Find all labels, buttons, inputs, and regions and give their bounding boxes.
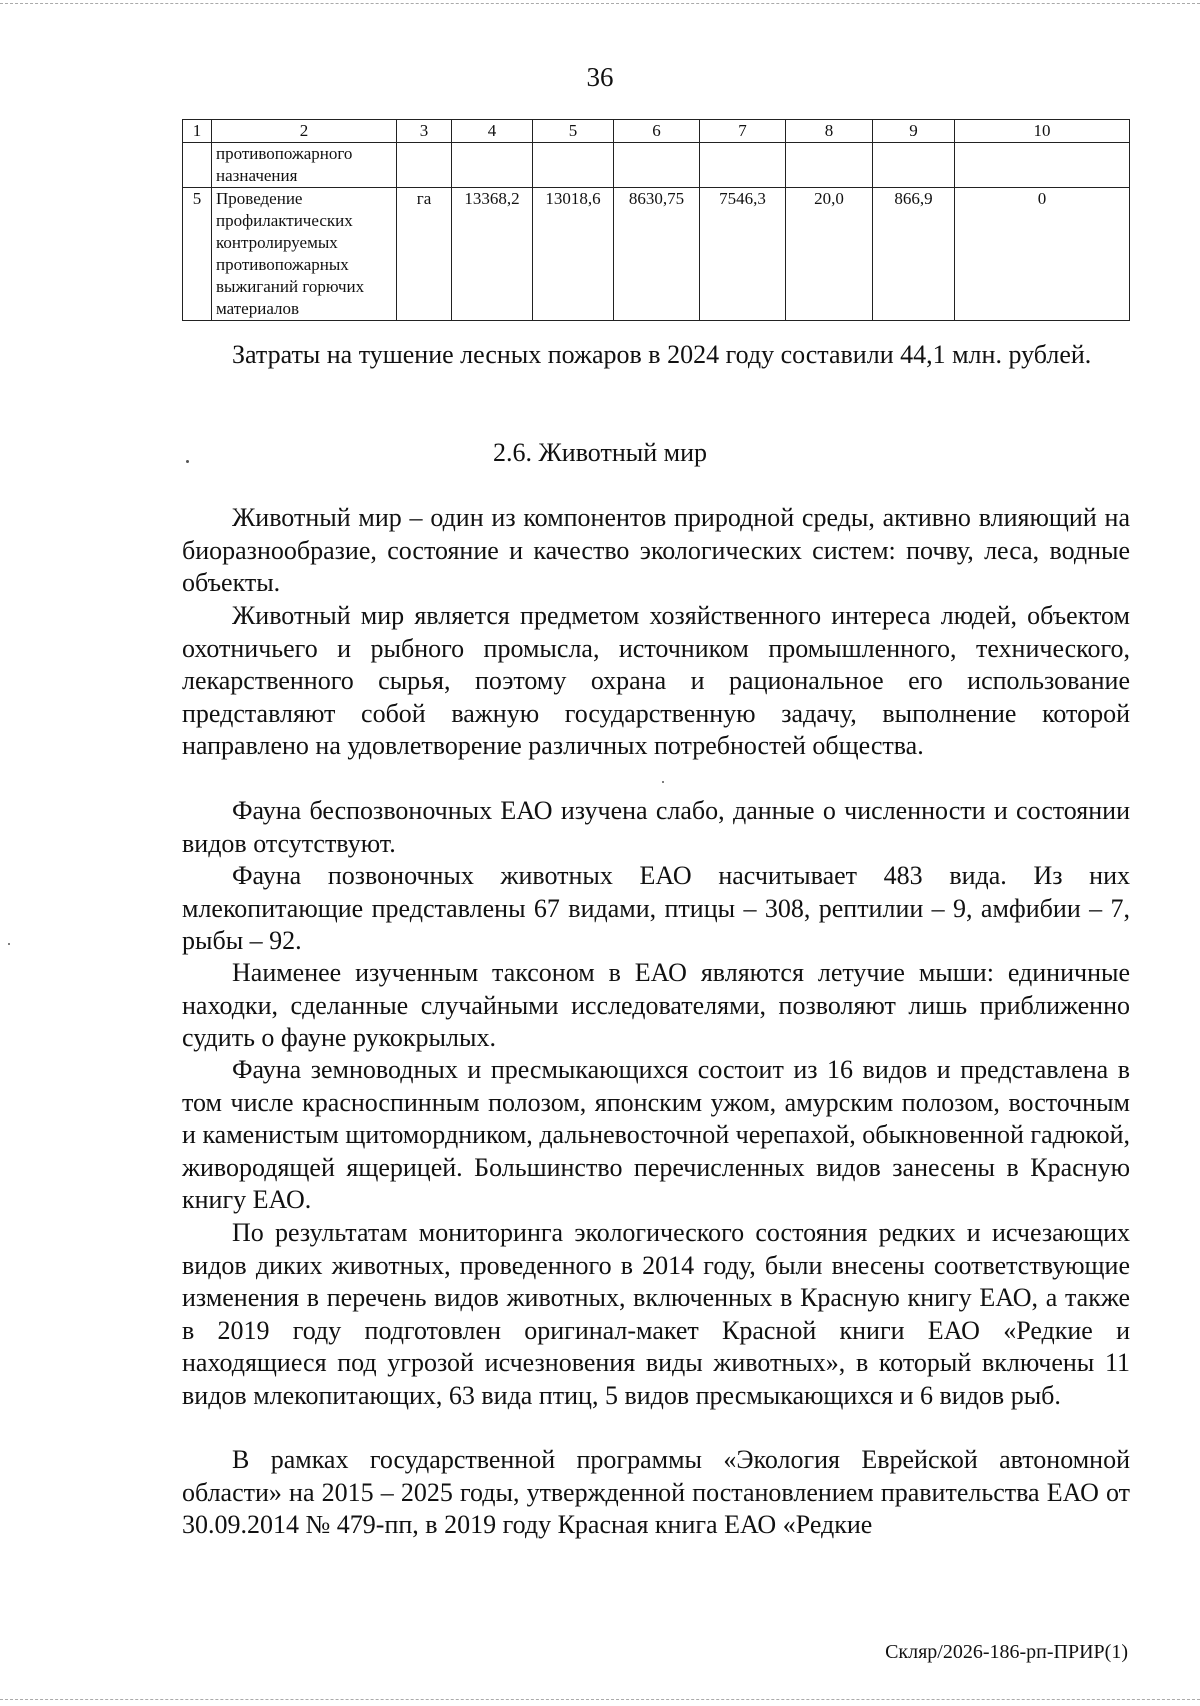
table-cell [183,143,212,188]
table-row [183,143,1130,188]
table-cell: 0 [955,188,1130,321]
table-header-cell: 7 [700,120,786,143]
table-header-cell: 5 [533,120,614,143]
document-code: Скляр/2026-186-рп-ПРИР(1) [885,1641,1128,1663]
paragraph: Фауна беспозвоночных ЕАО изучена слабо, данные о численности и состоянии видов отсутствуют. [182,796,1130,858]
section-heading: 2.6. Животный мир [493,438,707,467]
table-cell [873,143,955,188]
table-cell [955,143,1130,188]
scan-speck [186,460,189,463]
table-header-cell: 3 [397,120,452,143]
table-cell: 866,9 [873,188,955,321]
table-row [183,188,1130,321]
scan-speck [662,781,664,783]
paragraph: По результатам мониторинга экологического состояния редких и исчезающих видов диких животных, проведенного в 2014 году, были внесены соответствующие изменения в перечень видов животных, включенных в Красную книгу ЕАО, а также в 2019 году подготовлен оригинал-макет Красной книги ЕАО «Редкие и находящиеся под угрозой исчезновения виды животных», в который включены 11 видов млекопитающих, 63 вида птиц, 5 видов пресмыкающихся и 6 видов рыб. [182,1218,1130,1410]
table-cell [452,143,533,188]
table-header-cell: 1 [183,120,212,143]
table-cell: га [397,188,452,321]
table-header-row [183,120,1130,143]
table-cell: 13018,6 [533,188,614,321]
table-cell: 8630,75 [614,188,700,321]
table-header-cell: 4 [452,120,533,143]
table-cell [700,143,786,188]
scan-edge-bottom [0,1699,1200,1700]
paragraph: Животный мир – один из компонентов природной среды, активно влияющий на биоразнообразие, состояние и качество экологических систем: почву, леса, водные объекты. [182,503,1130,597]
table-cell: противопожарного назначения [212,143,397,188]
table-cell: 13368,2 [452,188,533,321]
table-cell [786,143,873,188]
table-cell [397,143,452,188]
scan-edge-top [0,3,1200,4]
paragraph: Животный мир является предметом хозяйственного интереса людей, объектом охотничьего и рыбного промысла, источником промышленного, технического, лекарственного сырья, поэтому охрана и рациональное его использование представляют собой важную государственную задачу, выполнение которой направлено на удовлетворение различных потребностей общества. [182,601,1130,760]
table-header-cell: 9 [873,120,955,143]
table-header-cell: 2 [212,120,397,143]
data-table [182,119,1130,321]
table-cell: 20,0 [786,188,873,321]
paragraph-fire-costs: Затраты на тушение лесных пожаров в 2024 году составили 44,1 млн. рублей. [232,340,1092,369]
paragraph: Фауна земноводных и пресмыкающихся состоит из 16 видов и представлена в том числе красноспинным полозом, японским ужом, амурским полозом, восточным и каменистым щитомордником, дальневосточной черепахой, обыкновенной гадюкой, живородящей ящерицей. Большинство перечисленных видов занесены в Красную книгу ЕАО. [182,1055,1130,1214]
paragraph: Фауна позвоночных животных ЕАО насчитывает 483 вида. Из них млекопитающие представлены 67 видами, птицы – 308, рептилии – 9, амфибии – 7, рыбы – 92. [182,861,1130,955]
paragraph: В рамках государственной программы «Экология Еврейской автономной области» на 2015 – 2025 годы, утвержденной постановлением правительства ЕАО от 30.09.2014 № 479-пп, в 2019 году Красная книга ЕАО «Редкие [182,1445,1130,1539]
page-number: 36 [586,62,614,92]
table-cell: 5 [183,188,212,321]
table-header-cell: 10 [955,120,1130,143]
scan-speck [8,943,10,945]
table-cell [614,143,700,188]
table-cell [533,143,614,188]
table-cell: 7546,3 [700,188,786,321]
table-header-cell: 8 [786,120,873,143]
paragraph: Наименее изученным таксоном в ЕАО являются летучие мыши: единичные находки, сделанные случайными исследователями, позволяют лишь приближенно судить о фауне рукокрылых. [182,958,1130,1052]
table-cell: Проведение профилактических контролируемых противопожарных выжиганий горючих материалов [212,188,397,321]
table-header-cell: 6 [614,120,700,143]
